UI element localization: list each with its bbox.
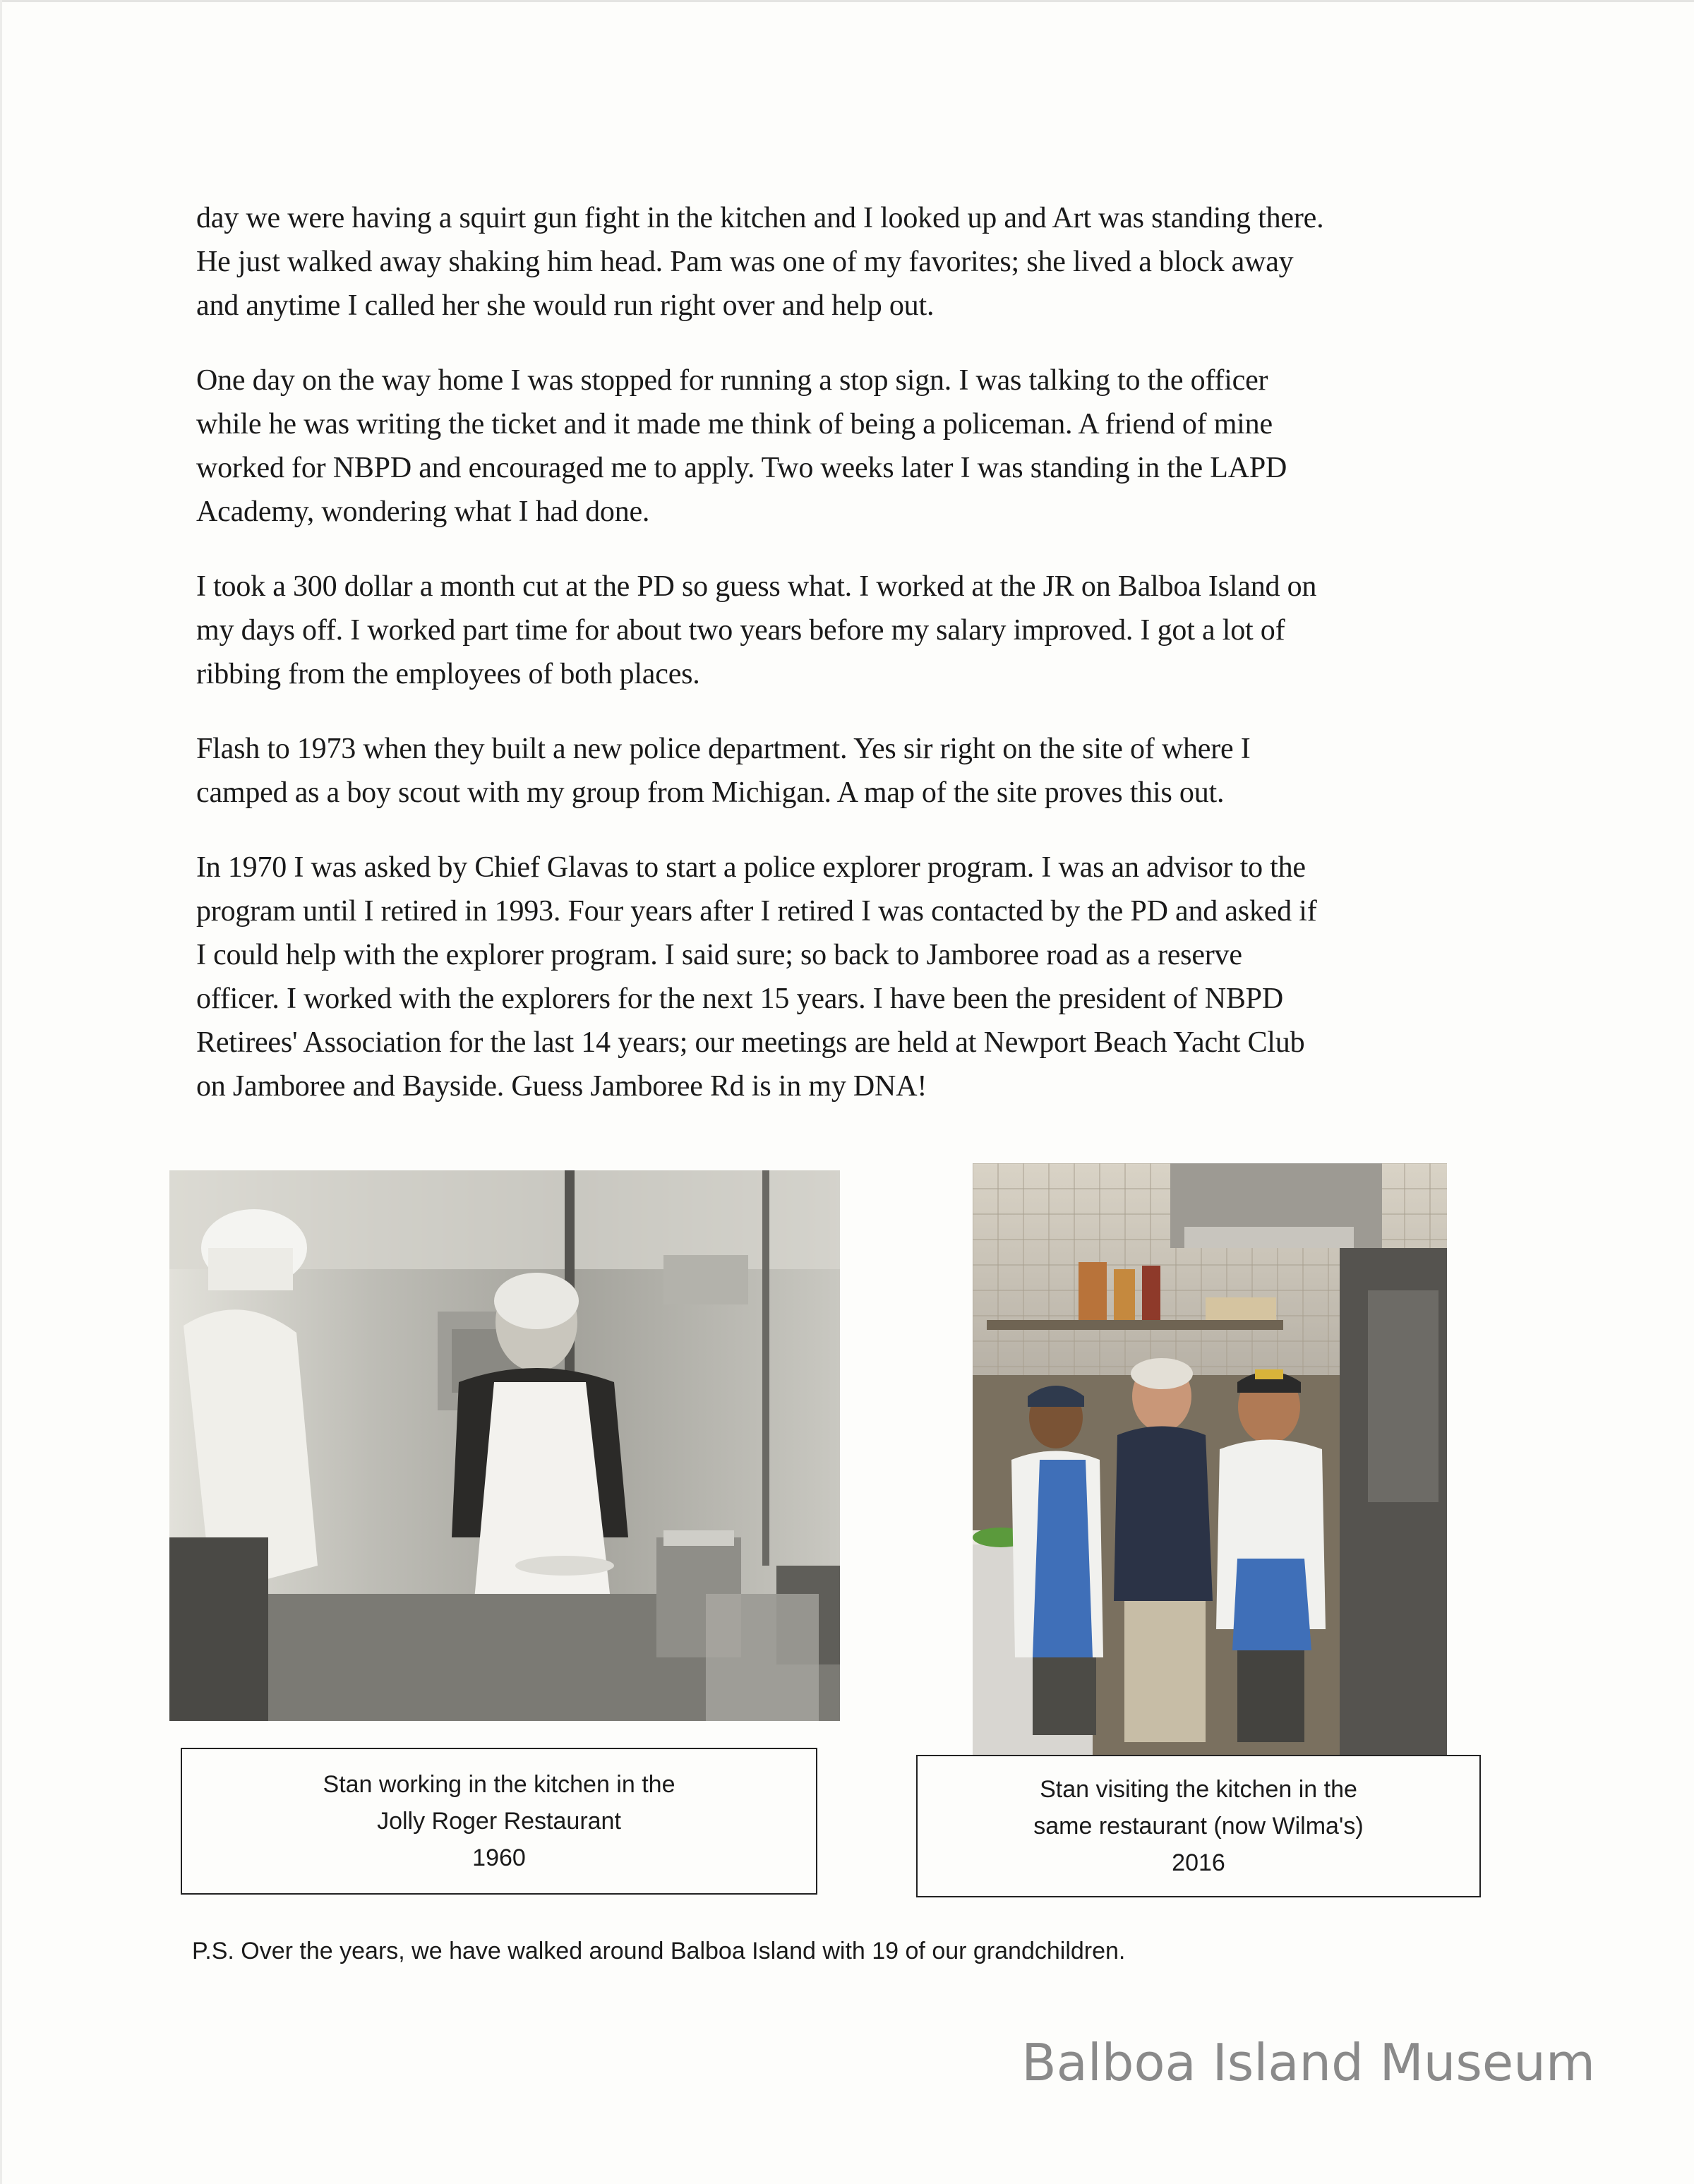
scan-edge-top (0, 0, 1694, 2)
text-line: Flash to 1973 when they built a new police department. Yes sir right on the site of where I (196, 733, 1251, 765)
caption-line: 2016 (1172, 1849, 1225, 1876)
paragraph-stop-sign (196, 359, 1502, 534)
paragraph-squirt-gun (196, 196, 1502, 328)
caption-photo-2016 (916, 1755, 1481, 1897)
caption-line: 1960 (472, 1844, 526, 1871)
caption-line: Stan working in the kitchen in the (323, 1771, 675, 1798)
paragraph-explorer-program (196, 846, 1502, 1108)
text-line: I could help with the explorer program. I said sure; so back to Jamboree road as a reserve (196, 939, 1242, 971)
text-line: Retirees' Association for the last 14 years; our meetings are held at Newport Beach Yacht Club (196, 1026, 1305, 1059)
museum-watermark: Balboa Island Museum (1021, 2033, 1595, 2092)
paragraph-pay-cut (196, 565, 1502, 696)
caption-line: same restaurant (now Wilma's) (1033, 1813, 1364, 1840)
text-line: ribbing from the employees of both places. (196, 658, 700, 690)
paragraph-1973 (196, 727, 1502, 815)
text-line: while he was writing the ticket and it made me think of being a policeman. A friend of mine (196, 408, 1273, 440)
text-line: I took a 300 dollar a month cut at the PD so guess what. I worked at the JR on Balboa Island on (196, 570, 1317, 603)
text-line: my days off. I worked part time for about two years before my salary improved. I got a lot of (196, 614, 1285, 647)
photo-kitchen-1960 (169, 1170, 840, 1721)
text-line: camped as a boy scout with my group from Michigan. A map of the site proves this out. (196, 776, 1225, 809)
text-line: Academy, wondering what I had done. (196, 496, 650, 528)
text-line: program until I retired in 1993. Four years after I retired I was contacted by the PD and asked if (196, 895, 1317, 928)
text-line: In 1970 I was asked by Chief Glavas to start a police explorer program. I was an advisor to the (196, 851, 1306, 884)
caption-photo-1960 (181, 1748, 817, 1895)
memoir-text (196, 196, 1502, 1139)
scan-edge-left (0, 0, 2, 2184)
text-line: and anytime I called her she would run right over and help out. (196, 289, 935, 322)
text-line: day we were having a squirt gun fight in the kitchen and I looked up and Art was standing there. (196, 202, 1324, 234)
text-line: He just walked away shaking him head. Pam was one of my favorites; she lived a block away (196, 246, 1294, 278)
text-line: officer. I worked with the explorers for the next 15 years. I have been the president of NBPD (196, 983, 1283, 1015)
text-line: One day on the way home I was stopped for running a stop sign. I was talking to the officer (196, 364, 1268, 397)
caption-line: Stan visiting the kitchen in the (1040, 1776, 1357, 1803)
photo-kitchen-2016 (973, 1163, 1447, 1755)
postscript: P.S. Over the years, we have walked around Balboa Island with 19 of our grandchildren. (192, 1938, 1126, 1964)
text-line: worked for NBPD and encouraged me to apply. Two weeks later I was standing in the LAPD (196, 452, 1287, 484)
text-line: on Jamboree and Bayside. Guess Jamboree Rd is in my DNA! (196, 1070, 927, 1103)
caption-line: Jolly Roger Restaurant (377, 1808, 621, 1835)
